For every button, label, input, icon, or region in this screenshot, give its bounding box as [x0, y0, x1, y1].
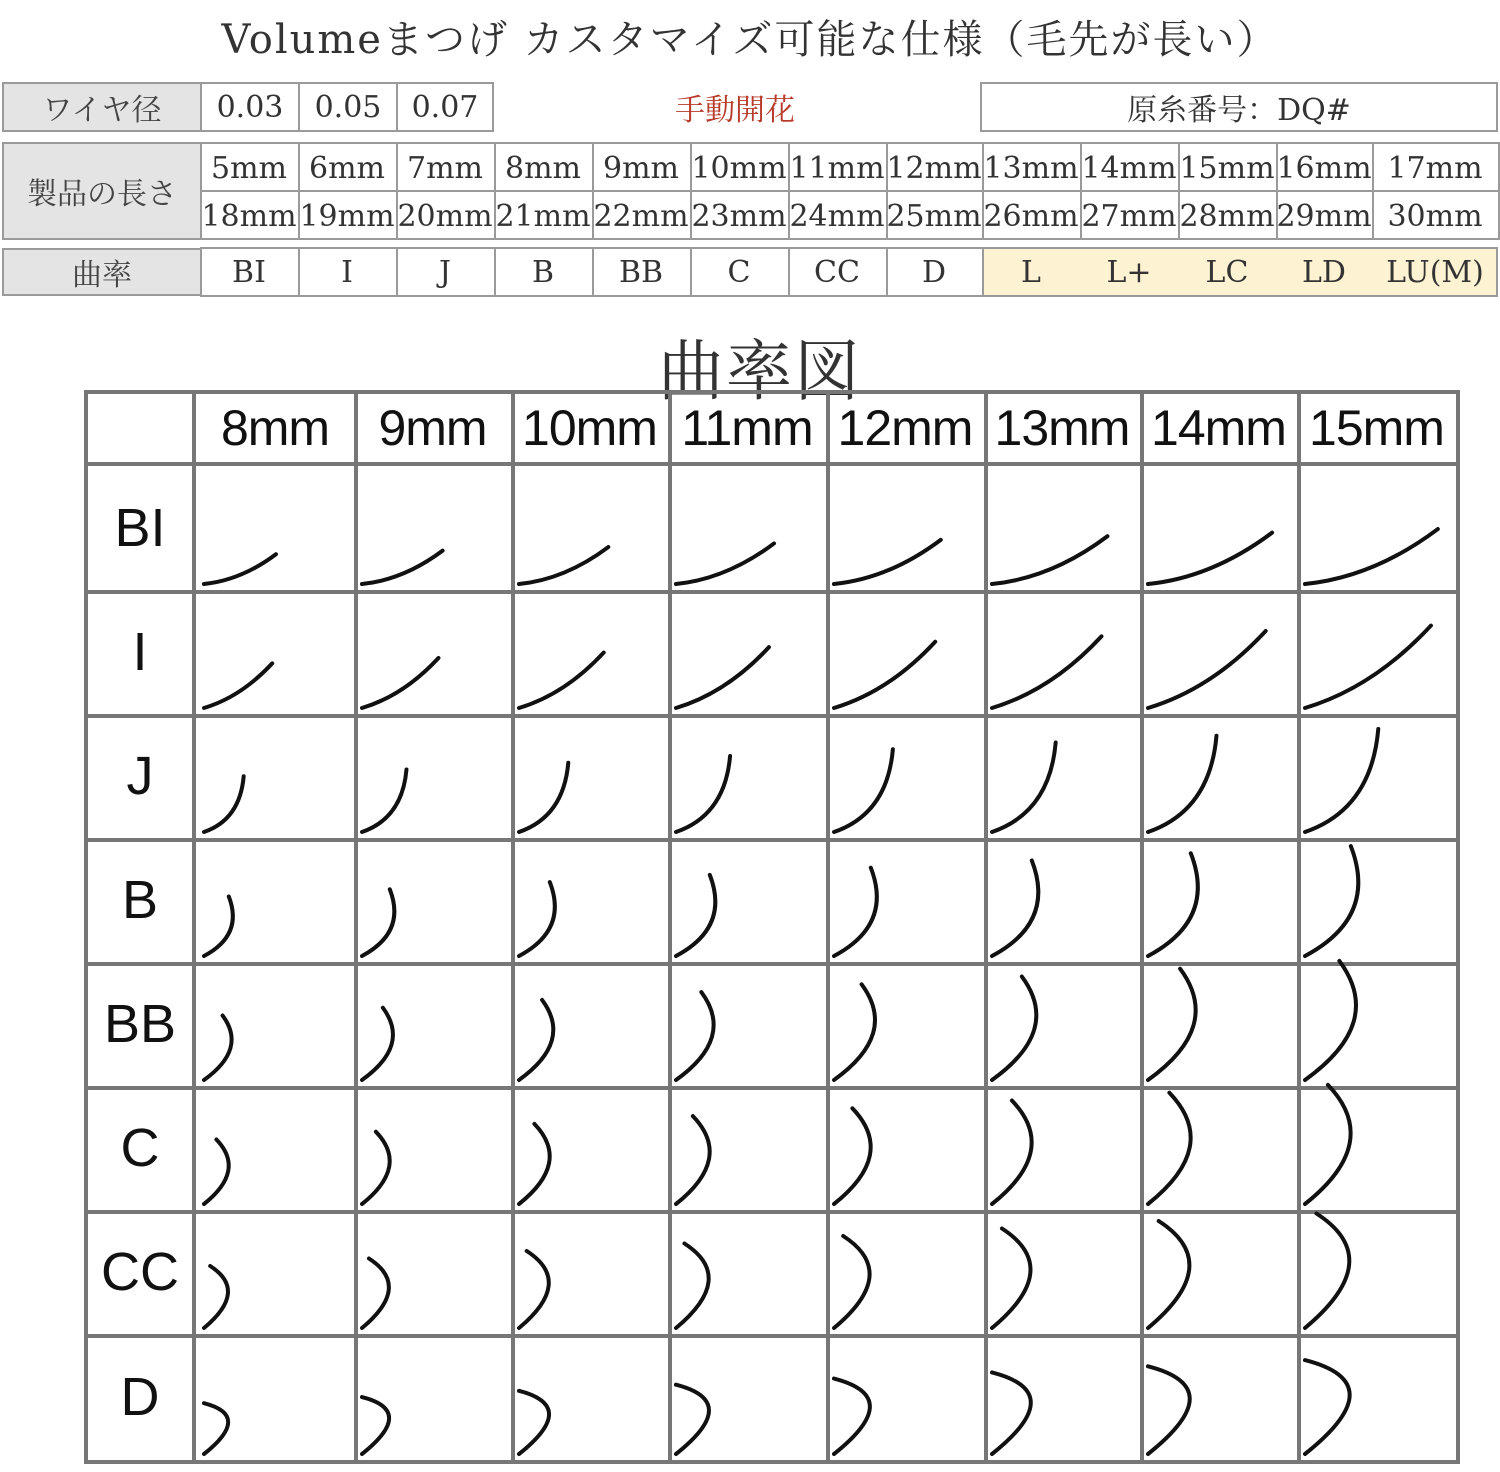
curl-curve — [1305, 846, 1358, 956]
curl-shape-cell — [1297, 962, 1460, 1090]
curl-curve — [362, 551, 443, 584]
curl-curve — [204, 1016, 232, 1080]
curl-curve — [992, 742, 1056, 832]
curl-value: I — [341, 254, 353, 290]
curl-curve — [992, 1372, 1031, 1454]
curl-shape-icon — [1297, 838, 1456, 962]
curl-curve — [992, 536, 1107, 584]
curl-curve — [362, 658, 438, 708]
curl-shape-cell — [984, 1334, 1144, 1464]
curl-shape-icon — [511, 590, 668, 714]
curl-shape-cell — [354, 466, 515, 594]
curl-shape-icon — [668, 1210, 826, 1334]
curl-shape-cell — [196, 590, 358, 718]
curl-shape-icon — [1140, 1086, 1297, 1210]
length-value: 29mm — [1276, 198, 1372, 234]
divider — [1080, 142, 1082, 240]
curl-shape-cell — [668, 714, 830, 842]
curl-curve — [1305, 529, 1438, 584]
length-value: 8mm — [505, 150, 581, 186]
curl-shape-icon — [668, 1086, 826, 1210]
curl-shape-cell — [354, 714, 515, 842]
curl-curve — [1305, 1360, 1350, 1454]
curl-value: J — [438, 254, 452, 290]
curl-curve — [362, 1397, 389, 1454]
curl-shape-icon — [354, 1334, 511, 1460]
length-column-header: 9mm — [354, 390, 515, 466]
length-column-header: 12mm — [826, 390, 988, 466]
divider — [200, 248, 202, 296]
divider — [690, 142, 692, 240]
curl-value: B — [531, 254, 555, 290]
length-value: 10mm — [691, 150, 787, 186]
curl-value: LD — [1276, 248, 1372, 296]
curl-curve — [834, 749, 893, 832]
curl-shape-cell — [1140, 1086, 1301, 1214]
curl-curve — [834, 642, 935, 708]
curl-row-header: C — [84, 1086, 196, 1214]
divider — [298, 248, 300, 296]
curl-shape-icon — [196, 1210, 354, 1334]
curl-curve — [519, 653, 604, 708]
length-column-header: 11mm — [668, 390, 830, 466]
curl-shape-icon — [668, 838, 826, 962]
curl-curve — [1148, 736, 1216, 832]
curl-shape-cell — [1297, 466, 1460, 594]
curl-shape-cell — [826, 590, 988, 718]
curl-shape-icon — [354, 1210, 511, 1334]
curl-shape-icon — [826, 590, 984, 714]
length-value: 26mm — [983, 198, 1079, 234]
curl-curve — [204, 1266, 228, 1328]
curl-shape-cell — [826, 1334, 988, 1464]
curl-row-header: I — [84, 590, 196, 718]
curl-shape-cell — [826, 1086, 988, 1214]
curl-curve — [992, 1229, 1030, 1329]
curl-shape-icon — [196, 590, 354, 714]
curl-shape-cell — [511, 1210, 672, 1338]
curl-shape-cell — [1140, 962, 1301, 1090]
length-value: 24mm — [789, 198, 885, 234]
curl-shape-icon — [511, 838, 668, 962]
length-value: 6mm — [309, 150, 385, 186]
curl-row-header: J — [84, 714, 196, 842]
length-value: 27mm — [1081, 198, 1177, 234]
curl-shape-cell — [826, 1210, 988, 1338]
curl-shape-cell — [1140, 838, 1301, 966]
divider — [982, 248, 984, 296]
curl-curve — [1148, 853, 1198, 956]
curl-curve — [676, 992, 714, 1080]
curl-shape-cell — [826, 838, 988, 966]
curl-curve — [519, 1391, 549, 1454]
curl-shape-cell — [984, 962, 1144, 1090]
divider — [886, 142, 888, 240]
curl-curve — [519, 1000, 553, 1080]
divider — [592, 142, 594, 240]
corner-cell — [84, 390, 196, 466]
curl-shape-cell — [1140, 590, 1301, 718]
curl-shape-cell — [196, 466, 358, 594]
curl-shape-cell — [1297, 1334, 1460, 1464]
curl-shape-icon — [826, 1334, 984, 1460]
length-value: 18mm — [201, 198, 297, 234]
curl-shape-icon — [826, 714, 984, 838]
curl-row-header: CC — [84, 1210, 196, 1338]
curl-curve — [519, 882, 555, 956]
divider — [396, 142, 398, 240]
curl-shape-icon — [1297, 466, 1456, 590]
curl-curve — [676, 1116, 710, 1204]
curl-shape-cell — [984, 838, 1144, 966]
length-value: 23mm — [691, 198, 787, 234]
curl-shape-cell — [984, 466, 1144, 594]
curl-shape-icon — [826, 838, 984, 962]
curl-shape-cell — [511, 962, 672, 1090]
curl-shape-cell — [1297, 838, 1460, 966]
curl-chart-grid — [84, 390, 1456, 1460]
length-column-header: 15mm — [1297, 390, 1460, 466]
curl-shape-cell — [668, 466, 830, 594]
curl-shape-icon — [984, 962, 1140, 1086]
divider — [298, 142, 300, 240]
curl-shape-icon — [511, 1210, 668, 1334]
wire-value: 0.03 — [200, 82, 298, 132]
curl-shape-cell — [1140, 1210, 1301, 1338]
curl-shape-icon — [1140, 714, 1297, 838]
curl-shape-icon — [984, 1210, 1140, 1334]
length-value: 16mm — [1276, 150, 1372, 186]
curl-curve — [204, 1140, 229, 1204]
curl-curve — [519, 1251, 549, 1328]
curl-curve — [676, 543, 774, 584]
curl-shape-icon — [196, 1334, 354, 1460]
curl-curve — [834, 984, 875, 1080]
curl-curve — [1305, 961, 1356, 1080]
length-value: 21mm — [495, 198, 591, 234]
curl-curve — [1148, 1366, 1190, 1454]
curl-curve — [1148, 969, 1196, 1080]
curl-shape-cell — [196, 838, 358, 966]
curl-shape-cell — [196, 1086, 358, 1214]
divider — [1276, 142, 1278, 240]
curl-shape-icon — [354, 590, 511, 714]
curl-shape-cell — [1297, 1086, 1460, 1214]
curl-shape-cell — [354, 1086, 515, 1214]
divider — [494, 248, 496, 296]
curl-shape-icon — [1297, 714, 1456, 838]
curl-shape-icon — [354, 962, 511, 1086]
curl-curve — [204, 554, 276, 584]
curl-curve — [676, 1385, 709, 1454]
curl-value: L — [982, 248, 1080, 296]
divider — [788, 248, 790, 296]
curl-shape-icon — [668, 962, 826, 1086]
length-value: 17mm — [1387, 150, 1483, 186]
wire-value: 0.05 — [298, 82, 396, 132]
curl-curve — [362, 1259, 389, 1329]
curl-curve — [676, 1244, 709, 1329]
curl-shape-icon — [668, 714, 826, 838]
length-value: 12mm — [886, 150, 982, 186]
divider — [1178, 142, 1180, 240]
curl-curve — [834, 868, 877, 956]
curl-shape-icon — [1297, 1086, 1456, 1210]
length-value: 22mm — [593, 198, 689, 234]
curl-shape-cell — [826, 714, 988, 842]
curl-value: CC — [814, 254, 860, 290]
curl-shape-icon — [196, 838, 354, 962]
curl-shape-icon — [1140, 1334, 1297, 1460]
curl-shape-cell — [668, 1334, 830, 1464]
length-value: 19mm — [299, 198, 395, 234]
curl-shape-cell — [196, 962, 358, 1090]
curl-curve — [834, 1108, 871, 1204]
divider — [494, 142, 496, 240]
curl-shape-icon — [1140, 1210, 1297, 1334]
divider — [396, 248, 398, 296]
curl-shape-cell — [354, 838, 515, 966]
curl-curve — [1148, 533, 1272, 584]
length-value: 7mm — [407, 150, 483, 186]
page-title: Volumeまつげ カスタマイズ可能な仕様（毛先が長い） — [221, 17, 1279, 63]
curl-curve — [362, 769, 406, 832]
curl-curve — [1305, 1214, 1349, 1329]
curl-shape-icon — [354, 466, 511, 590]
curl-curve — [834, 1379, 870, 1454]
curl-shape-icon — [196, 1086, 354, 1210]
curl-curve — [1148, 1093, 1191, 1204]
length-value: 9mm — [603, 150, 679, 186]
length-value: 25mm — [886, 198, 982, 234]
curl-shape-icon — [984, 838, 1140, 962]
curl-shape-cell — [1297, 1210, 1460, 1338]
curl-curve — [834, 1236, 870, 1328]
curl-shape-cell — [1140, 714, 1301, 842]
curl-shape-cell — [826, 962, 988, 1090]
curl-shape-icon — [984, 714, 1140, 838]
curl-value: BB — [618, 254, 664, 290]
curl-shape-cell — [1297, 590, 1460, 718]
curl-value: LU(M) — [1372, 248, 1498, 296]
curl-curve — [204, 896, 233, 956]
curl-curve — [992, 977, 1036, 1080]
curl-curve — [676, 647, 769, 708]
curl-shape-cell — [511, 1086, 672, 1214]
curl-shape-cell — [668, 962, 830, 1090]
length-column-header: 13mm — [984, 390, 1144, 466]
curl-curve — [519, 1124, 550, 1204]
length-value: 14mm — [1081, 150, 1177, 186]
length-value: 30mm — [1387, 198, 1483, 234]
length-label: 製品の長さ — [2, 142, 202, 240]
curl-shape-cell — [984, 1086, 1144, 1214]
curl-row-header: BB — [84, 962, 196, 1090]
curl-shape-icon — [511, 962, 668, 1086]
divider — [200, 247, 1498, 249]
curl-shape-cell — [196, 1210, 358, 1338]
curl-curve — [676, 756, 730, 832]
curl-curve — [992, 860, 1038, 956]
curl-shape-icon — [354, 1086, 511, 1210]
curl-curve — [519, 547, 608, 584]
length-value: 11mm — [789, 150, 885, 186]
curl-shape-icon — [984, 1334, 1140, 1460]
curl-shape-cell — [668, 838, 830, 966]
divider — [886, 248, 888, 296]
curl-shape-icon — [984, 466, 1140, 590]
divider — [200, 295, 1498, 297]
curl-value: BI — [232, 254, 266, 290]
divider — [1372, 142, 1374, 240]
length-value: 13mm — [983, 150, 1079, 186]
curl-shape-icon — [668, 1334, 826, 1460]
length-value: 28mm — [1179, 198, 1275, 234]
curl-curve — [362, 1008, 393, 1080]
curl-shape-cell — [826, 466, 988, 594]
length-column-header: 14mm — [1140, 390, 1301, 466]
curl-shape-cell — [511, 466, 672, 594]
curl-shape-icon — [984, 1086, 1140, 1210]
curl-shape-cell — [668, 1210, 830, 1338]
curl-shape-cell — [511, 1334, 672, 1464]
curl-curve — [1305, 626, 1431, 708]
curl-curve — [1305, 729, 1378, 832]
curl-shape-cell — [354, 962, 515, 1090]
curl-shape-icon — [1140, 590, 1297, 714]
curl-shape-icon — [511, 714, 668, 838]
curl-curve — [204, 1403, 228, 1454]
curl-shape-icon — [1140, 962, 1297, 1086]
divider — [200, 238, 1498, 240]
curl-curve — [676, 875, 715, 956]
curl-shape-icon — [511, 466, 668, 590]
curl-shape-icon — [511, 1086, 668, 1210]
curl-shape-cell — [1140, 466, 1301, 594]
divider — [788, 142, 790, 240]
curl-curve — [834, 540, 941, 584]
curl-shape-icon — [196, 466, 354, 590]
length-value: 20mm — [397, 198, 493, 234]
curl-curve — [1148, 1221, 1189, 1328]
curl-curve — [1148, 631, 1266, 708]
length-column-header: 10mm — [511, 390, 672, 466]
curl-shape-icon — [826, 962, 984, 1086]
curl-shape-icon — [1297, 962, 1456, 1086]
curl-value: L+ — [1080, 248, 1178, 296]
divider — [1496, 248, 1498, 296]
curl-shape-cell — [511, 590, 672, 718]
curl-shape-icon — [826, 1086, 984, 1210]
length-value: 5mm — [211, 150, 287, 186]
curl-shape-cell — [984, 590, 1144, 718]
curl-shape-icon — [354, 838, 511, 962]
wire-label: ワイヤ径 — [2, 82, 202, 132]
curl-row-header: BI — [84, 466, 196, 594]
curl-shape-cell — [511, 838, 672, 966]
curl-shape-cell — [511, 714, 672, 842]
curl-shape-cell — [354, 1334, 515, 1464]
curl-curve — [992, 636, 1101, 708]
curl-shape-cell — [668, 1086, 830, 1214]
curl-label: 曲率 — [2, 248, 202, 296]
curl-value: LC — [1178, 248, 1276, 296]
curl-shape-icon — [196, 962, 354, 1086]
curl-shape-cell — [196, 1334, 358, 1464]
curl-shape-cell — [354, 590, 515, 718]
divider — [200, 190, 1498, 192]
curl-shape-icon — [1140, 838, 1297, 962]
curl-row-header: B — [84, 838, 196, 966]
curl-shape-icon — [196, 714, 354, 838]
curl-shape-icon — [668, 466, 826, 590]
curl-shape-icon — [1297, 590, 1456, 714]
curl-shape-icon — [354, 714, 511, 838]
length-column-header: 8mm — [196, 390, 358, 466]
curl-shape-cell — [1140, 1334, 1301, 1464]
curl-chart-title: 曲率図 — [658, 333, 862, 410]
curl-shape-cell — [354, 1210, 515, 1338]
divider — [200, 142, 202, 240]
curl-shape-cell — [984, 1210, 1144, 1338]
curl-shape-icon — [826, 466, 984, 590]
curl-row-header: D — [84, 1334, 196, 1464]
divider — [982, 142, 984, 240]
curl-curve — [362, 1132, 390, 1204]
curl-curve — [204, 776, 244, 832]
curl-shape-icon — [1297, 1334, 1456, 1460]
curl-shape-icon — [984, 590, 1140, 714]
curl-shape-icon — [826, 1210, 984, 1334]
manual-bloom-note: 手動開花 — [675, 93, 795, 128]
curl-shape-icon — [668, 590, 826, 714]
divider — [200, 142, 1498, 144]
curl-shape-icon — [1140, 466, 1297, 590]
curl-shape-cell — [196, 714, 358, 842]
curl-shape-icon — [1297, 1210, 1456, 1334]
curl-curve — [204, 663, 272, 708]
curl-shape-cell — [668, 590, 830, 718]
curl-curve — [519, 763, 568, 832]
curl-value: C — [727, 254, 751, 290]
curl-curve — [362, 889, 394, 956]
yarn-code: 原糸番号：DQ# — [980, 82, 1498, 132]
curl-curve — [992, 1101, 1032, 1204]
divider — [592, 248, 594, 296]
curl-curve — [1305, 1085, 1351, 1204]
curl-value: D — [921, 254, 947, 290]
curl-shape-cell — [984, 714, 1144, 842]
curl-shape-icon — [511, 1334, 668, 1460]
divider — [690, 248, 692, 296]
wire-value: 0.07 — [396, 82, 494, 132]
curl-shape-cell — [1297, 714, 1460, 842]
length-value: 15mm — [1179, 150, 1275, 186]
